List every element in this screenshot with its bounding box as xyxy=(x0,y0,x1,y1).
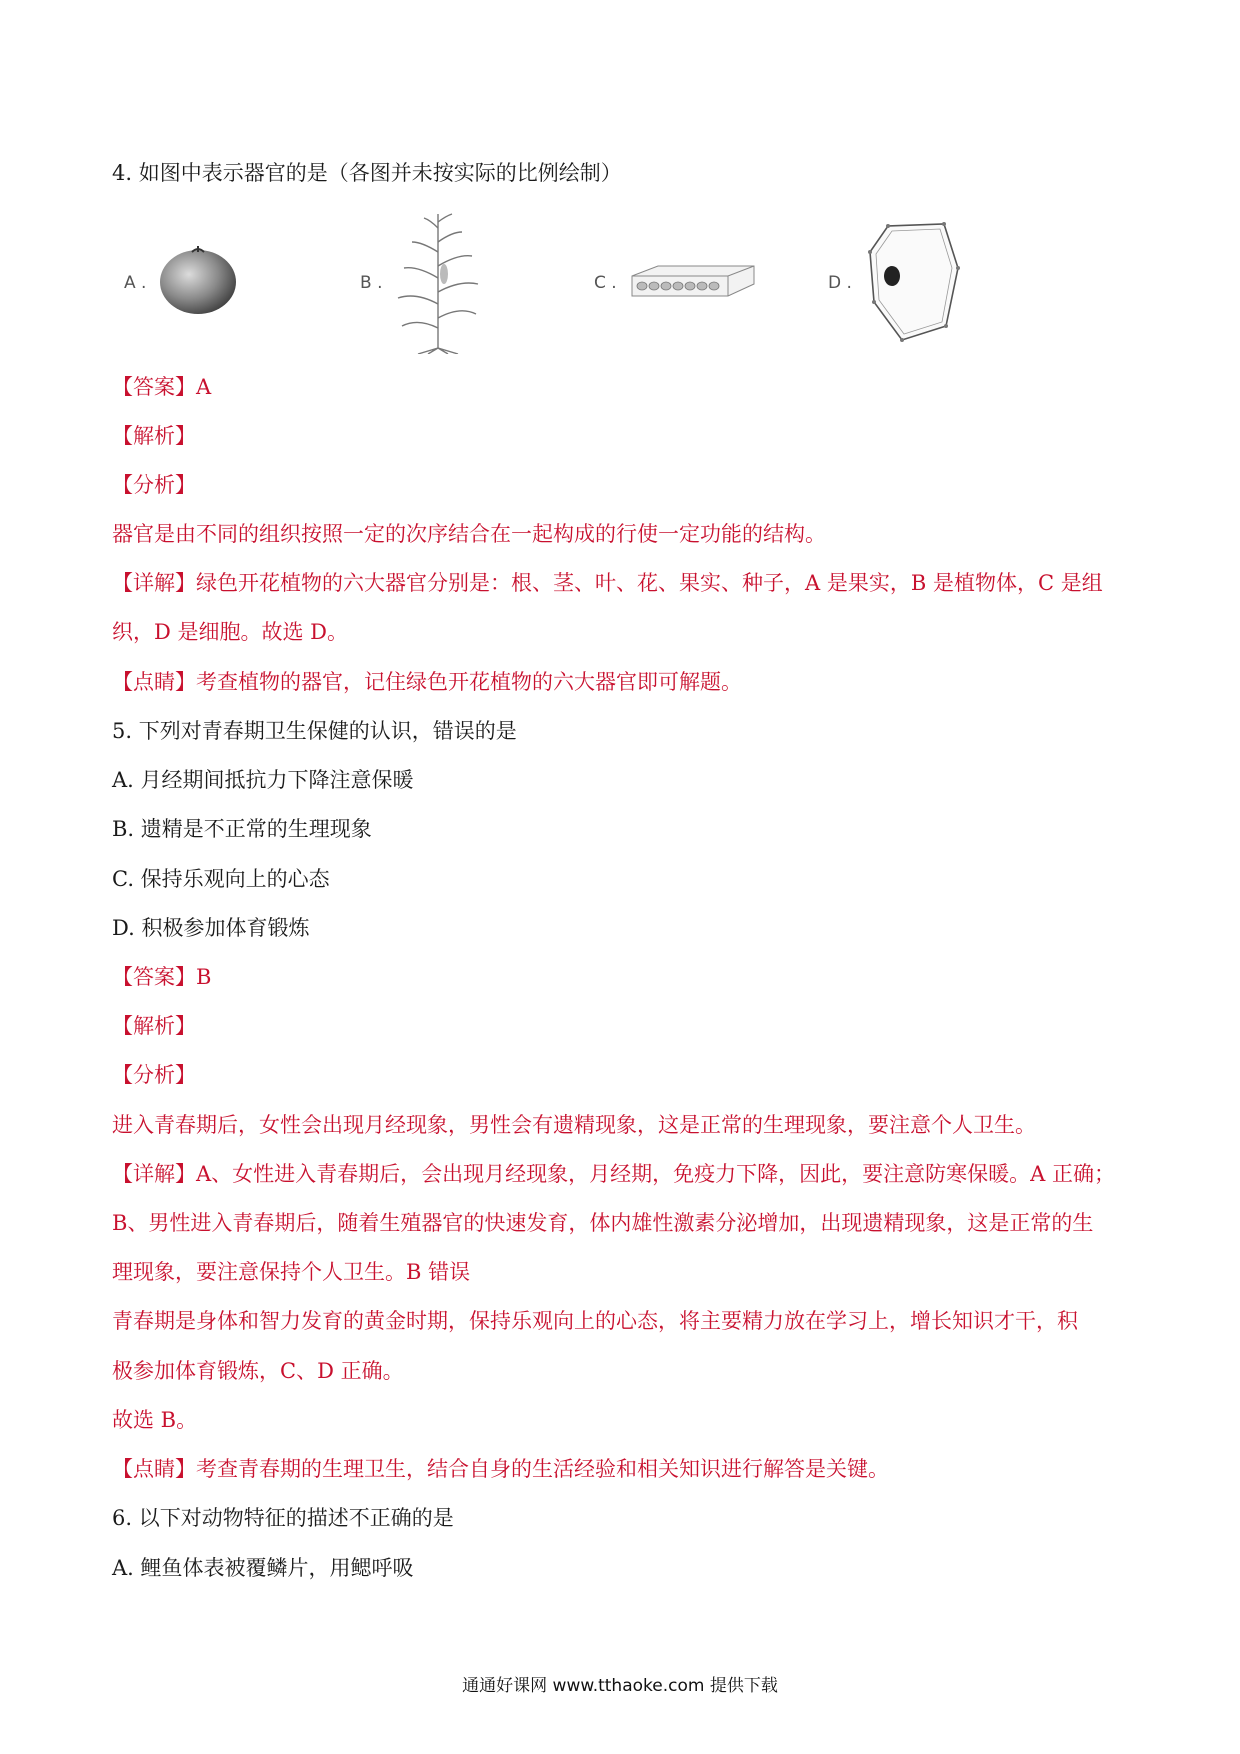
q5-detail-line-3: 理现象，要注意保持个人卫生。B 错误 xyxy=(112,1260,471,1284)
detail-tag: 【详解】 xyxy=(112,1162,196,1186)
q5-comment xyxy=(112,1454,889,1484)
q5-detail-line-2: B、男性进入青春期后，随着生殖器官的快速发育，体内雄性激素分泌增加，出现遗精现象，这是正常的生 xyxy=(112,1211,1094,1235)
q5-answer xyxy=(112,962,211,992)
answer-value: A xyxy=(196,375,212,399)
q6-option-a: A. 鲤鱼体表被覆鳞片，用鳃呼吸 xyxy=(112,1556,414,1580)
q5-stem: 5. 下列对青春期卫生保健的认识，错误的是 xyxy=(112,719,517,743)
q5-option-c: C. 保持乐观向上的心态 xyxy=(112,867,330,891)
comment-tag: 【点睛】 xyxy=(112,670,196,694)
q4-detail-line-1 xyxy=(112,568,1103,598)
q5-detail-line-4: 青春期是身体和智力发育的黄金时期，保持乐观向上的心态，将主要精力放在学习上，增长知识才干，积 xyxy=(112,1309,1078,1333)
detail-text: 绿色开花植物的六大器官分别是：根、茎、叶、花、果实、种子，A 是果实，B 是植物体，C 是组 xyxy=(196,571,1103,595)
q5-fenxi-tag: 【分析】 xyxy=(112,1063,196,1087)
q4-comment xyxy=(112,667,742,697)
q5-option-b: B. 遗精是不正常的生理现象 xyxy=(112,817,372,841)
corn-plant-figure xyxy=(388,208,488,354)
answer-tag: 【答案】 xyxy=(112,965,196,989)
q4-detail-line-2: 织，D 是细胞。故选 D。 xyxy=(112,620,349,644)
q5-analysis: 进入青春期后，女性会出现月经现象，男性会有遗精现象，这是正常的生理现象，要注意个人卫生。 xyxy=(112,1113,1036,1137)
answer-tag: 【答案】 xyxy=(112,375,196,399)
figure-d-label: D . xyxy=(828,273,852,293)
comment-text: 考查青春期的生理卫生，结合自身的生活经验和相关知识进行解答是关键。 xyxy=(196,1457,889,1481)
q5-jiexi-tag: 【解析】 xyxy=(112,1014,196,1038)
q4-fenxi-tag: 【分析】 xyxy=(112,473,196,497)
tomato-figure xyxy=(158,240,238,316)
comment-text: 考查植物的器官，记住绿色开花植物的六大器官即可解题。 xyxy=(196,670,742,694)
q5-option-d: D. 积极参加体育锻炼 xyxy=(112,916,310,940)
tissue-figure xyxy=(628,262,758,302)
figure-b-label: B . xyxy=(360,273,383,293)
comment-tag: 【点睛】 xyxy=(112,1457,196,1481)
q4-jiexi-tag: 【解析】 xyxy=(112,424,196,448)
q4-analysis: 器官是由不同的组织按照一定的次序结合在一起构成的行使一定功能的结构。 xyxy=(112,522,826,546)
q4-stem: 4. 如图中表示器官的是（各图并未按实际的比例绘制） xyxy=(112,161,622,185)
q5-option-a: A. 月经期间抵抗力下降注意保暖 xyxy=(112,768,414,792)
q5-detail-line-6: 故选 B。 xyxy=(112,1408,198,1432)
q6-stem: 6. 以下对动物特征的描述不正确的是 xyxy=(112,1506,454,1530)
answer-value: B xyxy=(196,965,212,989)
q4-answer xyxy=(112,372,211,402)
figure-a-label: A . xyxy=(124,273,147,293)
q5-detail-line-5: 极参加体育锻炼，C、D 正确。 xyxy=(112,1359,404,1383)
page-footer: 通通好课网 www.tthaoke.com 提供下载 xyxy=(462,1676,778,1696)
figure-c-label: C . xyxy=(594,273,617,293)
plant-cell-figure xyxy=(866,222,962,342)
detail-text: A、女性进入青春期后，会出现月经现象，月经期，免疫力下降，因此，要注意防寒保暖。A 正确； xyxy=(196,1162,1116,1186)
detail-tag: 【详解】 xyxy=(112,571,196,595)
q5-detail-line-1 xyxy=(112,1159,1115,1189)
